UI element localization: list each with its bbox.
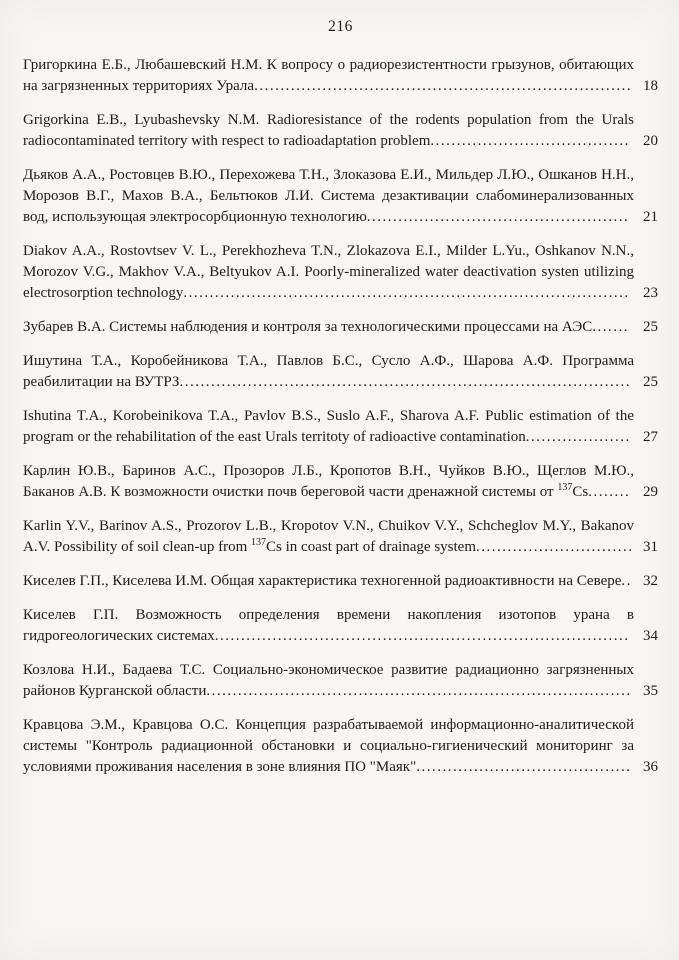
dot-leader: ...................................................................................... [179,374,631,390]
toc-entry [23,571,658,592]
entry-text: Diakov A.A., Rostovtsev V. L., Perekhozheva T.N., Zlokazova E.I., Milder L.Yu., Oshkanov N.N., Morozov V.G., Makhov V.A., Beltyukov A.I. Poorly-mineralized water deactivation systen utilizing electrosorption technology [23,243,634,301]
dot-leader: ............................................................................... [214,628,630,644]
entry-text: Козлова Н.И., Бадаева Т.С. Социально-экономическое развитие радиационно загрязненных районов Курганской области [23,662,634,699]
dot-leader: .................................................. [366,209,630,225]
entry-text: Ishutina T.A., Korobeinikova T.A., Pavlov B.S., Suslo A.F., Sharova A.F. Public estimation of the program or the rehabilitation of the east Urals territoty of radioactive contamination [23,408,634,445]
entry-page-ref: 23 [643,285,658,301]
toc-entry [23,715,658,778]
entry-page-ref: 35 [643,683,658,699]
toc-entry [23,110,658,152]
toc-list [23,55,658,778]
toc-entry [23,660,658,702]
entry-page-ref: 32 [643,573,658,589]
entry-text: Киселев Г.П. Возможность определения времени накопления изотопов урана в гидрогеологических системах [23,607,634,644]
dot-leader: ....... [592,319,630,335]
entry-text: Киселев Г.П., Киселева И.М. Общая характеристика техногенной радиоактивности на Севере [23,573,622,589]
dot-leader: ........................................................................ [254,78,633,94]
entry-text: Ишутина Т.А., Коробейникова Т.А., Павлов Б.С., Сусло А.Ф., Шарова А.Ф. Программа реабилитации на ВУТРЗ [23,353,634,390]
entry-page-ref: 18 [643,78,658,94]
dot-leader: .................... [525,429,631,445]
entry-text-after-isotope: Cs in coast part of drainage system [266,539,476,555]
entry-page-ref: 29 [643,484,658,500]
entry-page-ref: 31 [643,539,658,555]
isotope-mass-superscript: 137 [557,482,573,493]
dot-leader: ......................................... [416,759,632,775]
entry-page-ref: 27 [643,429,658,445]
entry-text: Grigorkina E.B., Lyubashevsky N.M. Radioresistance of the rodents population from the Urals radiocontaminated territory with respect to radioadaptation problem [23,112,634,149]
entry-page-ref: 36 [643,759,658,775]
entry-text-after-isotope: Cs [572,484,589,500]
page-header-number: 216 [328,18,353,35]
entry-text: Karlin Y.V., Barinov A.S., Prozorov L.B., Kropotov V.N., Chuikov V.Y., Schcheglov M.Y., Bakanov A.V. Possibility of soil clean-up from [23,518,634,555]
entry-page-ref: 25 [643,319,658,335]
dot-leader: ................................................................................. [206,683,632,699]
entry-page-ref: 34 [643,628,658,644]
toc-entry [23,317,658,338]
toc-entry [23,406,658,448]
entry-text: Григоркина Е.Б., Любашевский Н.М. К вопросу о радиорезистентности грызунов, обитающих на загрязненных территориях Урала [23,57,634,94]
dot-leader: .. [621,573,632,589]
toc-entry [23,351,658,393]
toc-entry [23,165,658,228]
entry-page-ref: 20 [643,133,658,149]
toc-entry [23,605,658,647]
toc-entry [23,461,658,503]
dot-leader: .............................. [476,539,634,555]
entry-page-ref: 25 [643,374,658,390]
isotope-mass-superscript: 137 [251,537,267,548]
dot-leader: ........ [588,484,631,500]
entry-text: Зубарев В.А. Системы наблюдения и контроля за технологическими процессами на АЭС [23,319,593,335]
toc-entry [23,241,658,304]
entry-text: Карлин Ю.В., Баринов А.С., Прозоров Л.Б., Кропотов В.Н., Чуйков В.Ю., Щеглов М.Ю., Баканов А.В. К возможности очистки почв береговой части дренажной системы от [23,463,634,500]
toc-entry [23,55,658,97]
dot-leader: ...................................... [430,133,630,149]
entry-text: Дьяков А.А., Ростовцев В.Ю., Перехожева Т.Н., Злоказова Е.И., Мильдер Л.Ю., Ошканов Н.Н., Морозов В.Г., Махов В.А., Бельтюков Л.И. Система дезактивации слабоминерализованных вод, использующая электросорбционную технологию [23,167,634,225]
toc-entry [23,516,658,558]
entry-text: Кравцова Э.М., Кравцова О.С. Концепция разрабатываемой информационно-аналитической системы "Контроль радиационной обстановки и социально-гигиенический мониторинг за условиями проживания населения в зоне влияния ПО "Маяк" [23,717,634,775]
entry-page-ref: 21 [643,209,658,225]
dot-leader: ..................................................................................... [183,285,630,301]
